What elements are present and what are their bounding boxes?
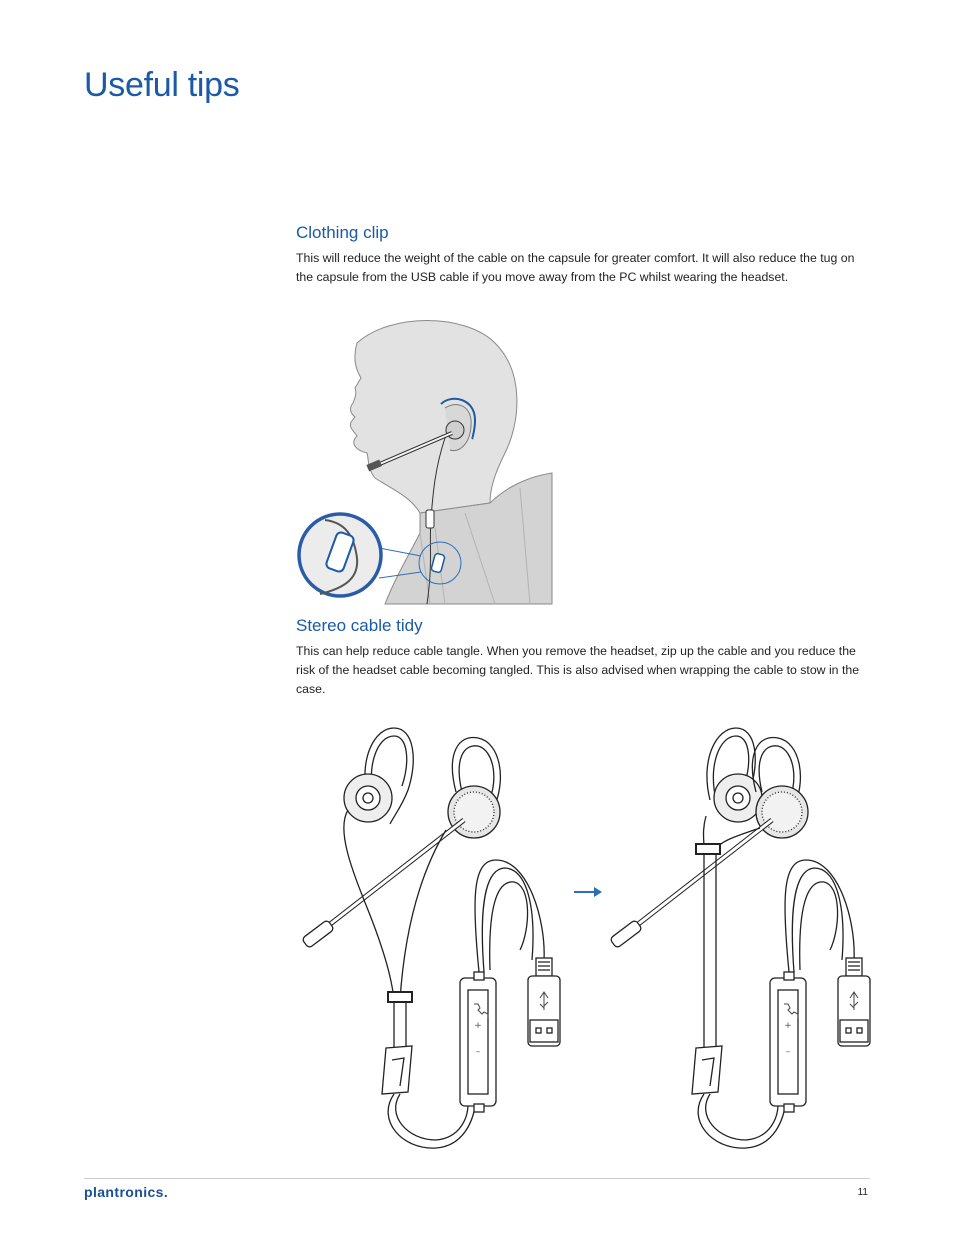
controller-plus-label: + xyxy=(474,1021,482,1031)
cable-tidy-illustration xyxy=(296,720,876,1160)
controller-minus-label-tidy: – xyxy=(785,1047,791,1057)
headset-tidy xyxy=(610,728,870,1148)
head-silhouette xyxy=(350,321,516,514)
controller-plus-label-tidy: + xyxy=(784,1021,792,1031)
section-body-stereo-cable-tidy: This can help reduce cable tangle. When you remove the headset, zip up the cable and you reduce the risk of the headset cable becoming tangled. This is also advised when wrapping the cable to stow in the case. xyxy=(296,644,860,696)
section-heading-stereo-cable-tidy: Stereo cable tidy xyxy=(296,616,423,635)
plantronics-logo: plantronics. xyxy=(84,1184,169,1200)
headset-untidy xyxy=(302,728,560,1148)
transition-arrow-icon xyxy=(574,887,602,897)
section-body-clothing-clip: This will reduce the weight of the cable on the capsule for greater comfort. It will also reduce the tug on the capsule from the USB cable if you move away from the PC whilst wearing the headset. xyxy=(296,251,855,284)
page-number: 11 xyxy=(857,1187,868,1198)
clothing-clip-illustration xyxy=(295,318,555,606)
page-title: Useful tips xyxy=(84,66,240,104)
controller-minus-label: – xyxy=(475,1047,481,1057)
section-heading-clothing-clip: Clothing clip xyxy=(296,223,389,242)
footer-divider xyxy=(84,1178,870,1179)
